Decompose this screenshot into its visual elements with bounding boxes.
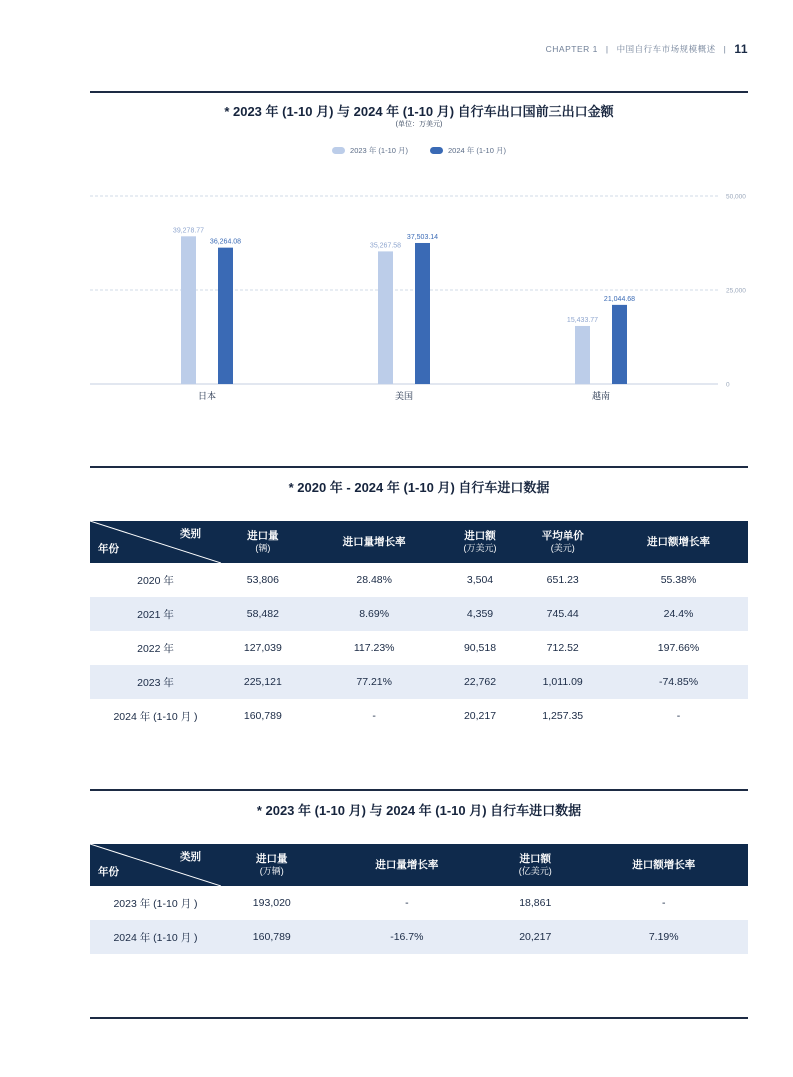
cell-value: 712.52 [546,642,579,654]
diagonal-line [90,521,221,563]
bar [575,326,590,384]
table-row [90,563,748,597]
col-header: 进口量 (辆) [221,521,305,563]
chapter-label: CHAPTER 1 [545,44,598,54]
table-header-row [90,844,748,886]
cell-value: - [372,710,376,722]
cell-value: 1,257.35 [542,710,584,722]
chart-legend [90,145,748,156]
cell-value: 8.69% [305,597,444,631]
cell-value: 28.48% [356,574,392,586]
legend-swatch [332,147,345,154]
cell-value: 745.44 [516,597,609,631]
header-separator: | [723,44,727,54]
y-tick-label: 50,000 [726,193,746,201]
section-label: 中国自行车市场规模概述 [616,44,716,54]
row-year: 2023 年 [90,665,221,699]
bar-chart [90,185,748,415]
data-label: 37,503.14 [406,233,439,241]
y-tick-label: 25,000 [726,287,746,295]
col-header: 进口额增长率 [609,521,748,563]
data-label: 39,278.77 [172,227,205,235]
row-year: 2022 年 [137,642,174,655]
table-row [90,631,748,665]
cell-value: 90,518 [463,642,497,654]
bar [415,243,430,384]
table-row [90,886,748,920]
row-year: 2024 年 (1-10 月 ) [113,710,198,723]
y-tick-label: 0 [726,381,730,389]
cell-value: 193,020 [252,897,291,909]
page-number: 11 [734,42,748,56]
page-header [546,42,748,56]
category-label: 美国 [394,391,414,401]
cell-value: 117.23% [353,642,395,654]
col-header: 进口额增长率 [579,844,748,886]
row-year: 2021 年 [90,597,221,631]
section-divider [90,789,748,791]
cell-value: 1,011.09 [516,665,609,699]
cell-value: - [405,897,409,909]
bar [612,305,627,384]
cell-value: 225,121 [221,665,305,699]
corner-category-label: 类别 [180,851,201,863]
col-header: 进口额 (亿美元) [491,844,579,886]
row-year: 2020 年 [137,574,174,587]
table-row [90,920,748,954]
table-row [90,699,748,733]
cell-value: - [676,710,681,722]
corner-category-label: 类别 [180,528,201,540]
table-row [90,597,748,631]
chart-unit: (单位：万美元) [395,121,443,128]
legend-label: 2024 年 (1-10 月) [448,146,506,155]
col-header: 平均单价 (美元) [516,521,609,563]
category-label: 越南 [591,391,611,401]
cell-value: 160,789 [243,710,282,722]
cell-value: 7.19% [579,920,748,954]
data-label: 36,264.08 [209,238,242,246]
table-row [90,665,748,699]
col-header: 进口量 (万辆) [221,844,323,886]
header-separator: | [605,44,609,54]
cell-value: 651.23 [546,574,579,586]
corner-header [90,521,221,563]
table2-title: * 2023 年 (1-10 月) 与 2024 年 (1-10 月) 自行车进口数据 [256,803,582,818]
table-header-row [90,521,748,563]
cell-value: 58,482 [221,597,305,631]
bar [218,248,233,384]
cell-value: 20,217 [463,710,497,722]
cell-value: -16.7% [323,920,492,954]
data-label: 35,267.58 [369,242,402,250]
corner-header [90,844,221,886]
cell-value: 18,861 [519,897,552,909]
bar [181,236,196,384]
legend-item-2024 [430,145,506,156]
row-year: 2024 年 (1-10 月 ) [90,920,221,954]
col-header: 进口额 (万美元) [444,521,517,563]
cell-value: 24.4% [609,597,748,631]
legend-swatch [430,147,443,154]
cell-value: 22,762 [444,665,517,699]
section-divider [90,91,748,93]
import-comparison-table [90,844,748,954]
cell-value: 160,789 [221,920,323,954]
category-label: 日本 [197,391,217,401]
bar [378,251,393,384]
data-label: 15,433.77 [566,316,599,324]
import-data-table [90,521,748,733]
section-divider [90,466,748,468]
diagonal-line [90,844,221,886]
col-header: 进口量增长率 [305,521,444,563]
cell-value: 20,217 [491,920,579,954]
cell-value: 55.38% [660,574,697,586]
corner-year-label: 年份 [98,543,119,556]
cell-value: 197.66% [657,642,700,654]
data-label: 21,044.68 [603,295,636,303]
legend-label: 2023 年 (1-10 月) [350,146,408,155]
cell-value: - [661,897,666,909]
col-header: 进口量增长率 [323,844,492,886]
cell-value: 3,504 [466,574,494,586]
cell-value: 4,359 [444,597,517,631]
cell-value: -74.85% [609,665,748,699]
table1-title: * 2020 年 - 2024 年 (1-10 月) 自行车进口数据 [288,480,550,495]
cell-value: 77.21% [305,665,444,699]
chart-title: * 2023 年 (1-10 月) 与 2024 年 (1-10 月) 自行车出口国前三出口金额 [224,104,614,119]
cell-value: 127,039 [243,642,282,654]
legend-item-2023 [332,145,408,156]
corner-year-label: 年份 [98,866,119,879]
cell-value: 53,806 [246,574,279,586]
row-year: 2023 年 (1-10 月 ) [113,897,198,910]
section-divider [90,1017,748,1019]
